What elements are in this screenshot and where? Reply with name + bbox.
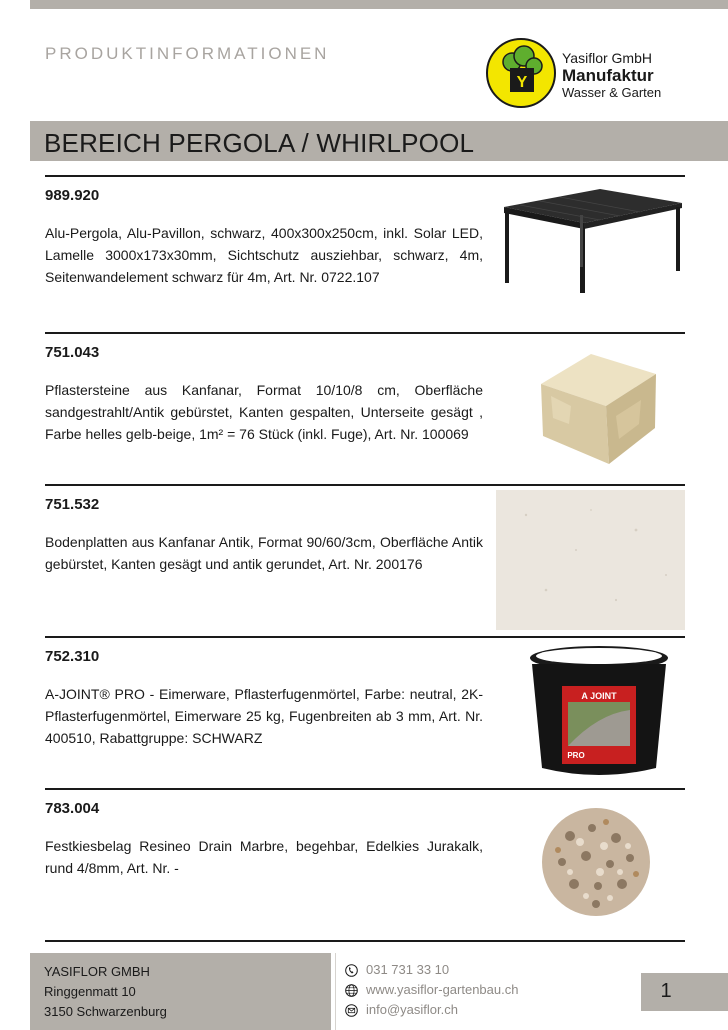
product-item <box>45 332 685 484</box>
footer-address-block <box>30 953 331 1030</box>
divider <box>45 484 685 486</box>
footer-city: 3150 Schwarzenburg <box>44 1004 167 1019</box>
divider <box>45 175 685 177</box>
product-description: Festkiesbelag Resineo Drain Marbre, begehbar, Edelkies Jurakalk, rund 4/8mm, Art. Nr. - <box>45 838 483 876</box>
contact-phone-row <box>345 960 518 980</box>
divider <box>45 636 685 638</box>
divider <box>45 788 685 790</box>
bucket-image <box>528 644 670 780</box>
product-item <box>45 788 685 938</box>
product-number: 751.043 <box>45 344 100 361</box>
footer-contact <box>345 960 518 1020</box>
section-header <box>30 121 728 161</box>
header-label: PRODUKTINFORMATIONEN <box>45 44 330 63</box>
gravel-image <box>540 806 652 918</box>
pergola-image <box>500 185 685 295</box>
page-number-box <box>641 973 728 1011</box>
product-number: 989.920 <box>45 187 100 204</box>
bucket-label: A JOINT <box>581 691 617 701</box>
contact-web-row <box>345 980 518 1000</box>
footer-email[interactable]: info@yasiflor.ch <box>366 1002 458 1017</box>
product-number: 783.004 <box>45 800 100 817</box>
email-icon <box>345 1004 358 1017</box>
divider <box>45 332 685 334</box>
logo-letter: Y <box>516 74 528 91</box>
product-description: Alu-Pergola, Alu-Pavillon, schwarz, 400x300x250cm, inkl. Solar LED, Lamelle 3000x173x30mm, Sichtschutz ausziehbar, schwarz, 4m, Seitenwandelement schwarz für 4m, Art. Nr. 0722.107 <box>45 225 483 285</box>
logo-text <box>562 50 661 101</box>
top-accent-bar <box>30 0 728 9</box>
bottom-divider <box>45 940 685 942</box>
product-item <box>45 484 685 636</box>
footer-company: YASIFLOR GMBH <box>44 964 150 979</box>
product-item <box>45 636 685 788</box>
bucket-sub: PRO <box>567 751 585 760</box>
logo-circle <box>486 38 556 108</box>
page-number: 1 <box>660 980 672 1002</box>
footer-website[interactable]: www.yasiflor-gartenbau.ch <box>366 982 519 997</box>
section-title: BEREICH PERGOLA / WHIRLPOOL <box>44 128 475 158</box>
contact-email-row <box>345 1000 518 1020</box>
product-number: 751.532 <box>45 496 100 513</box>
logo-tagline: Wasser & Garten <box>562 84 662 100</box>
phone-icon <box>345 964 358 977</box>
footer-street: Ringgenmatt 10 <box>44 984 136 999</box>
globe-icon <box>345 984 358 997</box>
company-logo <box>486 38 686 114</box>
product-description: A-JOINT® PRO - Eimerware, Pflasterfugenmörtel, Farbe: neutral, 2K-Pflasterfugenmörtel, Eimerware 25 kg, Fugenbreiten ab 3 mm, Art. Nr. 400510, Rabattgruppe: SCHWARZ <box>45 686 483 746</box>
floor-slab-image <box>496 490 685 630</box>
product-description: Bodenplatten aus Kanfanar Antik, Format 90/60/3cm, Oberfläche Antik gebürstet, Kanten gesägt und antik gerundet, Art. Nr. 200176 <box>45 534 483 572</box>
paving-stone-image <box>531 344 663 469</box>
footer-phone[interactable]: 031 731 33 10 <box>366 962 450 977</box>
product-description: Pflastersteine aus Kanfanar, Format 10/10/8 cm, Oberfläche sandgestrahlt/Antik gebürstet, Kanten gespalten, Unterseite gesägt , Farbe helles gelb-beige, 1m² = 76 Stück (inkl. Fuge), Art. Nr. 100069 <box>45 382 483 442</box>
product-number: 752.310 <box>45 648 100 665</box>
tree-icon <box>488 40 554 106</box>
footer-separator <box>335 953 336 1030</box>
logo-company: Yasiflor GmbH <box>562 50 652 66</box>
product-item <box>45 175 685 332</box>
logo-manufaktur: Manufaktur <box>562 66 654 86</box>
